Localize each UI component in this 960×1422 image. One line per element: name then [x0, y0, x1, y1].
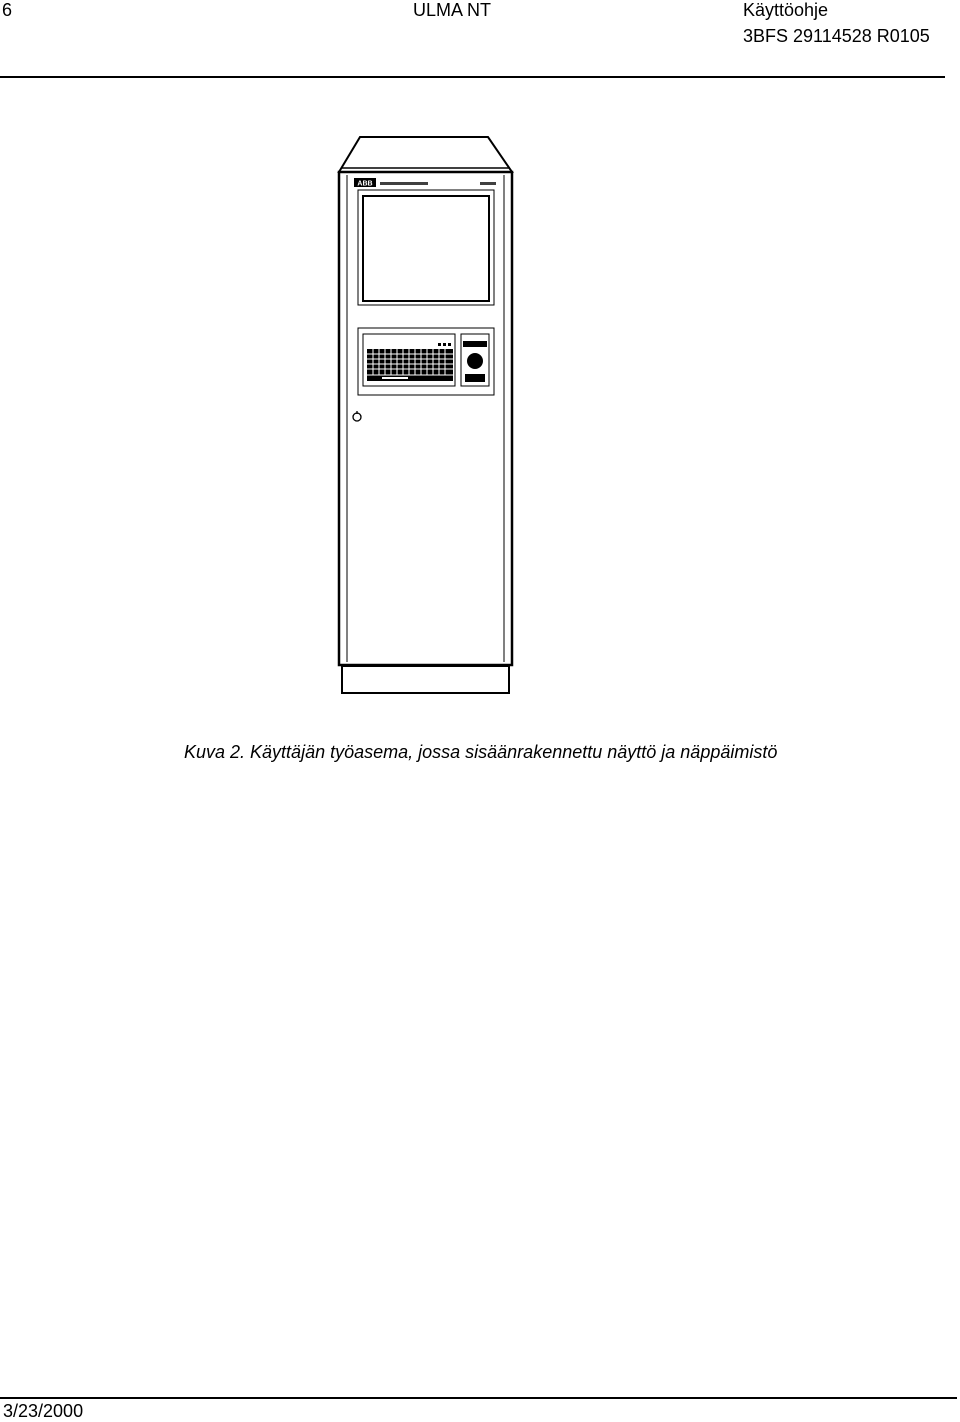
monitor: [358, 190, 494, 305]
header-rule: [0, 76, 945, 78]
product-name: ULMA NT: [413, 0, 492, 20]
document-type: Käyttöohje: [743, 0, 829, 20]
document-number: 3BFS 29114528 R0105: [743, 26, 930, 46]
door-lock-icon: [353, 411, 361, 421]
trackball-module: [461, 334, 489, 386]
keyboard-panel: [358, 328, 494, 395]
abb-logo-text: ABB: [357, 180, 373, 188]
brand-strip: [354, 178, 496, 188]
cabinet-top: [339, 137, 512, 172]
footer-date: 3/23/2000: [3, 1401, 84, 1421]
trackball: [467, 353, 483, 369]
workstation-illustration: [300, 120, 560, 710]
figure-caption: Kuva 2. Käyttäjän työasema, jossa sisäänrakennettu näyttö ja näppäimistö: [184, 742, 778, 762]
cabinet-plinth: [342, 666, 509, 693]
cabinet-body: [339, 172, 512, 665]
page-number: 6: [2, 0, 13, 20]
footer-rule: [0, 1397, 957, 1399]
